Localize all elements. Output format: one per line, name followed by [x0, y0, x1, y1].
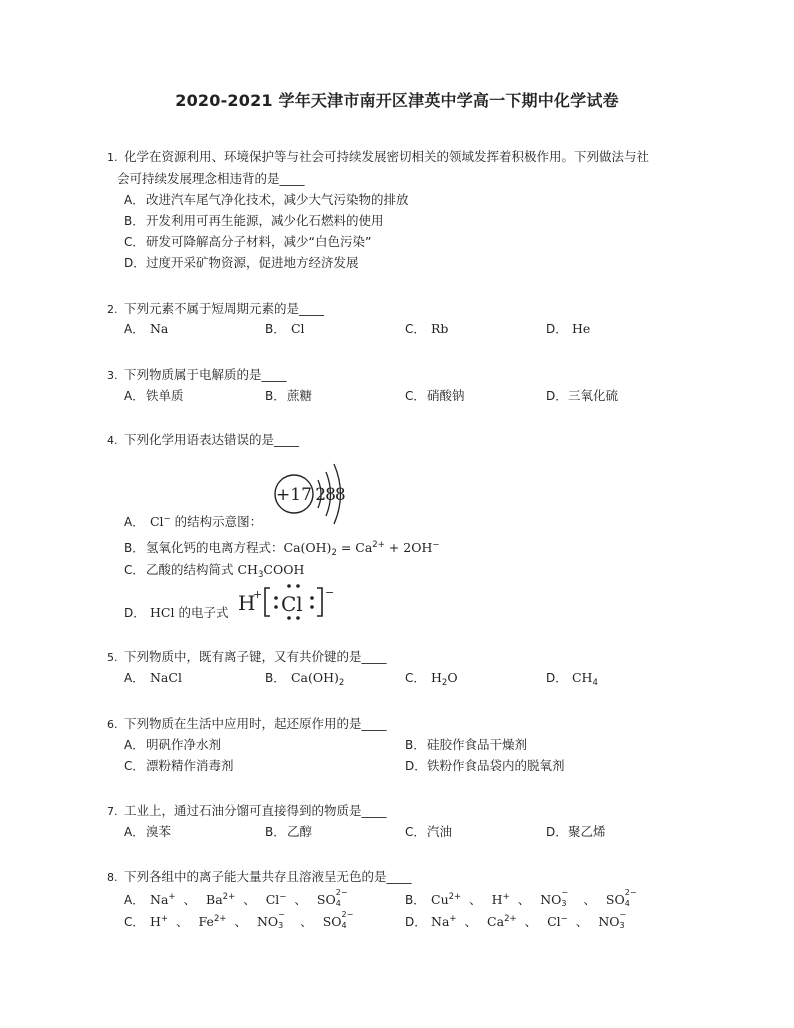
- option-2c[interactable]: C． Rb: [405, 321, 449, 336]
- option-7d[interactable]: D．聚乙烯: [546, 824, 606, 839]
- option-7b[interactable]: B． 乙醇: [265, 824, 313, 839]
- option-6c[interactable]: C． 漂粉精作消毒剂: [124, 758, 234, 773]
- question-1: [107, 146, 649, 189]
- option-8c[interactable]: [124, 912, 356, 930]
- question-5: 5. 下列物质中，既有离子键，又有共价键的是____: [107, 649, 387, 664]
- question-number: 1.: [107, 151, 118, 164]
- option-5d[interactable]: D． $CH_4$: [546, 670, 598, 688]
- right-bracket: [317, 588, 322, 616]
- ion: NO − 3: [598, 910, 627, 930]
- option-4a[interactable]: A． Cl− 的结构示意图：: [124, 514, 263, 529]
- option-4d[interactable]: D． HCl 的电子式: [124, 605, 229, 620]
- question-6: 6. 下列物质在生活中应用时，起还原作用的是____: [107, 716, 387, 731]
- option-4b[interactable]: B． 氢氧化钙的电离方程式：$Ca(OH)_2 = Ca^{2+} + 2OH^-$: [124, 540, 440, 558]
- ion: $Fe^{2+}$: [198, 914, 227, 929]
- option-1c[interactable]: C． 研发可降解高分子材料，减少“白色污染”: [124, 234, 372, 249]
- ion: Cl−: [547, 914, 568, 929]
- option-1b[interactable]: B． 开发利用可再生能源，减少化石燃料的使用: [124, 213, 384, 228]
- question-stem: 下列物质属于电解质的是____: [124, 367, 287, 382]
- ion: $Ca^{2+}$: [487, 914, 517, 929]
- chlorine-ion-structure-diagram: [272, 458, 362, 526]
- question-stem: 下列物质中，既有离子键，又有共价键的是____: [124, 649, 387, 664]
- option-7c[interactable]: C． 汽油: [405, 824, 453, 839]
- nucleus-charge: +17: [276, 485, 312, 505]
- option-4c[interactable]: C． 乙酸的结构简式 $CH_3COOH$: [124, 562, 305, 580]
- hcl-electron-dot-formula: [236, 578, 346, 622]
- ion: $Cu^{2+}$: [431, 892, 462, 907]
- option-3c[interactable]: C． 硝酸钠: [405, 388, 465, 403]
- ion: H+: [491, 892, 510, 907]
- option-2a[interactable]: A． Na: [124, 321, 169, 336]
- ion: SO 2− 4: [605, 888, 637, 908]
- option-label: A．: [124, 893, 145, 907]
- separator: 、: [294, 892, 307, 907]
- option-6b[interactable]: B． 硅胶作食品干燥剂: [405, 737, 528, 752]
- separator: 、: [469, 892, 482, 907]
- question-2: 2. 下列元素不属于短周期元素的是____: [107, 301, 325, 316]
- ion: SO 2− 4: [322, 910, 354, 930]
- separator: 、: [183, 892, 197, 907]
- separator: 、: [524, 914, 538, 929]
- question-stem: 化学在资源利用、环境保护等与社会可持续发展密切相关的领域发挥着积极作用。下列做法与社: [124, 149, 650, 164]
- question-3: 3. 下列物质属于电解质的是____: [107, 367, 287, 382]
- page-title: 2020-2021 学年天津市南开区津英中学高一下期中化学试卷: [175, 91, 619, 110]
- svg-text:H: H: [238, 591, 256, 615]
- question-stem: 工业上，通过石油分馏可直接得到的物质是____: [124, 803, 387, 818]
- ion: H+: [150, 914, 169, 929]
- question-stem: 下列物质在生活中应用时，起还原作用的是____: [124, 716, 387, 731]
- option-8a[interactable]: [124, 890, 350, 908]
- separator: 、: [583, 892, 596, 907]
- separator: 、: [234, 914, 247, 929]
- svg-text:Cl: Cl: [281, 592, 303, 616]
- ion: NO − 3: [256, 910, 285, 930]
- separator: 、: [464, 914, 478, 929]
- question-8: 8. 下列各组中的离子能大量共存且溶液呈无色的是____: [107, 869, 412, 884]
- option-3d[interactable]: D．三氧化硫: [546, 388, 619, 403]
- option-5a[interactable]: A． NaCl: [124, 670, 182, 685]
- option-7a[interactable]: A． 溴苯: [124, 824, 172, 839]
- question-stem-continued: 会可持续发展理念相违背的是____: [117, 171, 305, 186]
- option-label: C．: [124, 915, 145, 929]
- question-4: 4. 下列化学用语表达错误的是____: [107, 432, 300, 447]
- question-7: 7. 工业上，通过石油分馏可直接得到的物质是____: [107, 803, 387, 818]
- separator: 、: [575, 914, 589, 929]
- ion: NO − 3: [540, 888, 569, 908]
- ion-charge: −: [163, 514, 171, 524]
- option-label: D．: [405, 915, 427, 929]
- option-2d[interactable]: D． He: [546, 321, 591, 336]
- shell-electrons: 288: [315, 485, 345, 505]
- separator: 、: [300, 914, 313, 929]
- ion: $Ba^{2+}$: [206, 892, 236, 907]
- option-6a[interactable]: A． 明矾作净水剂: [124, 737, 222, 752]
- option-1a[interactable]: A． 改进汽车尾气净化技术，减少大气污染物的排放: [124, 192, 409, 207]
- question-stem: 下列元素不属于短周期元素的是____: [124, 301, 325, 316]
- svg-text:+: +: [253, 588, 263, 601]
- option-label: B．: [405, 893, 426, 907]
- option-8d[interactable]: [405, 912, 634, 930]
- option-1d[interactable]: D．过度开采矿物资源，促进地方经济发展: [124, 255, 359, 270]
- ion-symbol: Cl: [149, 514, 164, 529]
- svg-text:−: −: [325, 586, 335, 599]
- option-6d[interactable]: D．铁粉作食品袋内的脱氧剂: [405, 758, 565, 773]
- option-5b[interactable]: B． $Ca(OH)_2$: [265, 670, 345, 688]
- question-stem: 下列各组中的离子能大量共存且溶液呈无色的是____: [124, 869, 412, 884]
- ion: Cl−: [265, 892, 287, 907]
- ion: Na+: [150, 892, 176, 907]
- ion: Na+: [431, 914, 457, 929]
- option-3a[interactable]: A． 铁单质: [124, 388, 184, 403]
- option-3b[interactable]: B． 蔗糖: [265, 388, 313, 403]
- separator: 、: [176, 914, 189, 929]
- option-8b[interactable]: [405, 890, 639, 908]
- ion: SO 2− 4: [316, 888, 348, 908]
- option-5c[interactable]: C． $H_2O$: [405, 670, 458, 688]
- separator: 、: [517, 892, 531, 907]
- separator: 、: [243, 892, 256, 907]
- question-stem: 下列化学用语表达错误的是____: [124, 432, 300, 447]
- left-bracket: [265, 588, 270, 616]
- option-2b[interactable]: B． Cl: [265, 321, 305, 336]
